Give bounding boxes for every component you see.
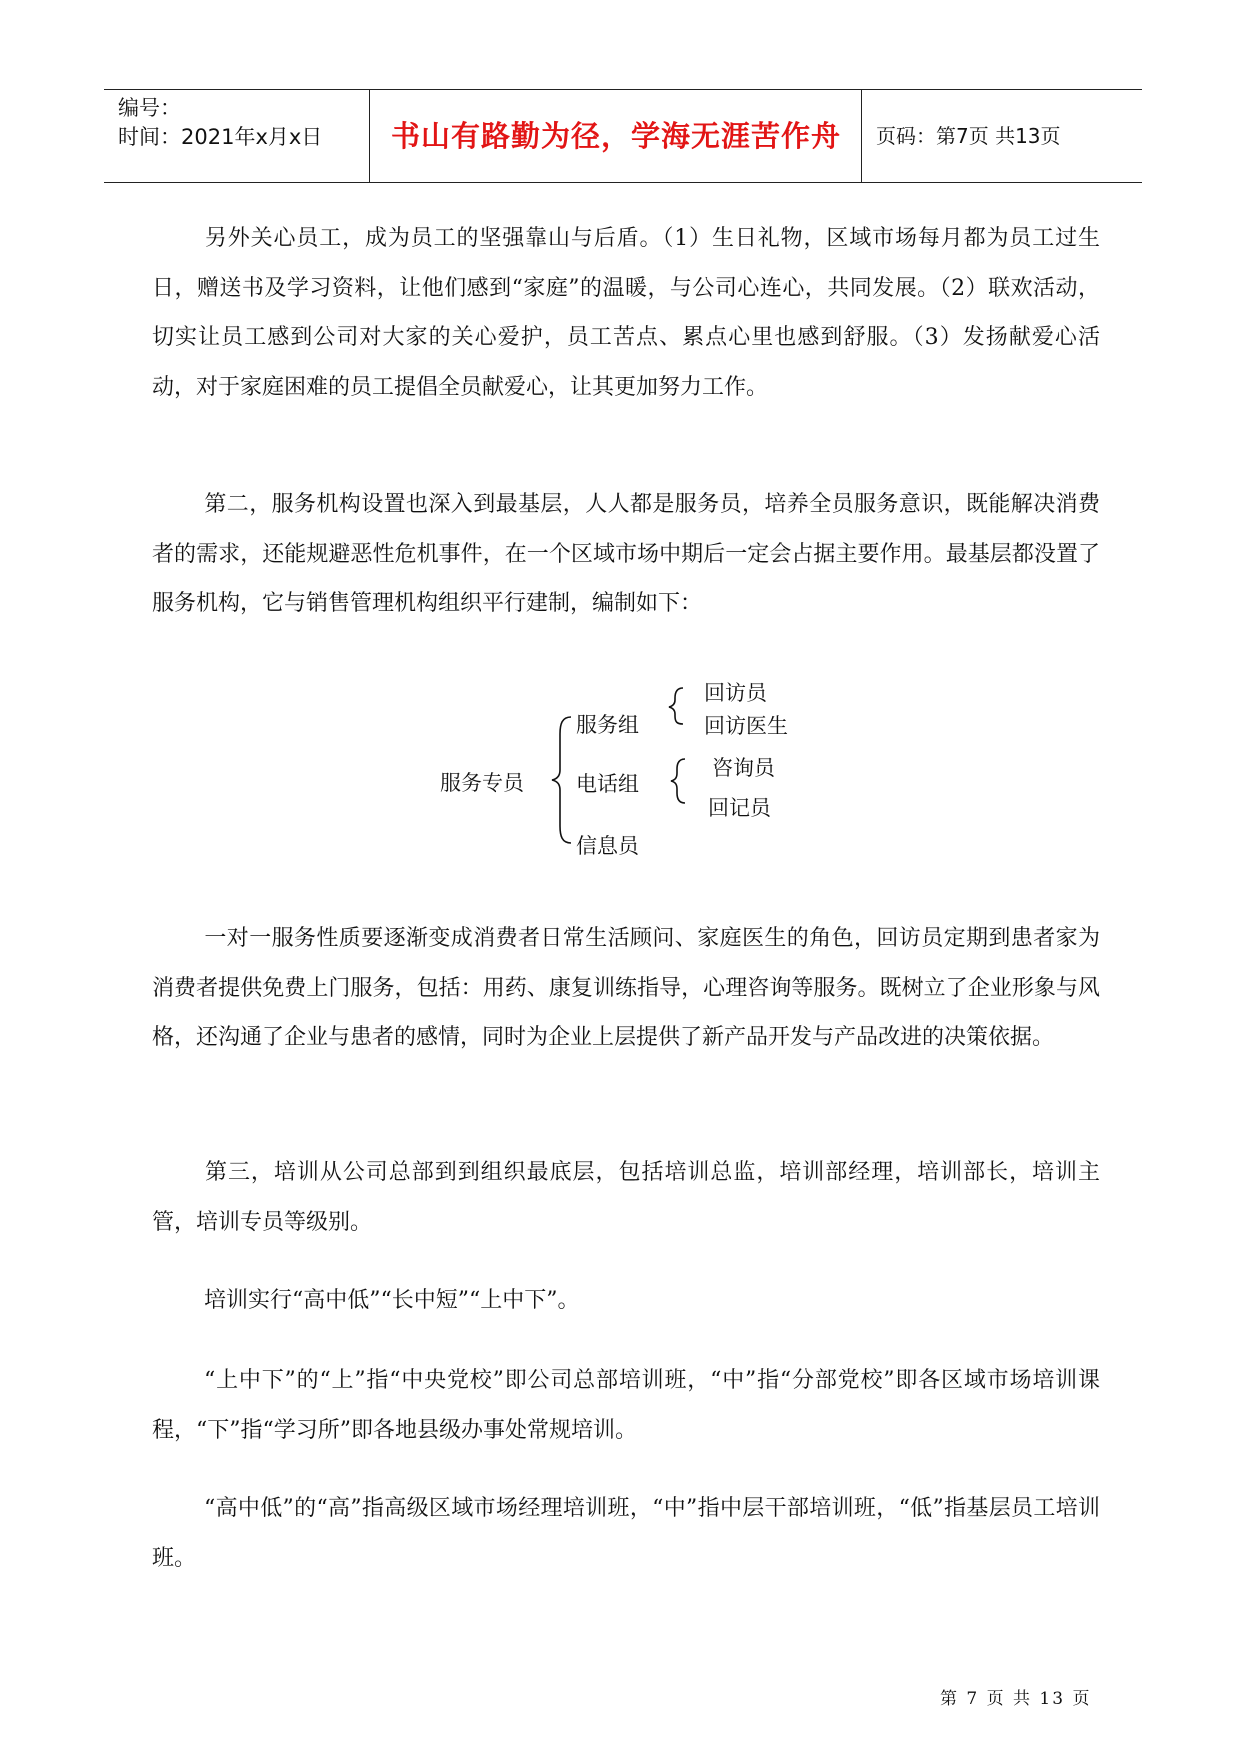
group2-brace (671, 759, 685, 803)
org-group-info: 信息员 (576, 834, 639, 858)
org-group-phone: 电话组 (576, 772, 639, 796)
header-divider (369, 90, 370, 182)
paragraph (152, 1484, 1100, 1583)
org-root: 服务专员 (440, 771, 524, 795)
paragraph (152, 1356, 1100, 1455)
header-time-label: 时间：2021年x月x日 (118, 125, 323, 149)
org-chart (440, 672, 840, 882)
header-divider (861, 90, 862, 182)
paragraph-text: 另外关心员工，成为员工的坚强靠山与后盾。（1）生日礼物，区域市场每月都为员工过生日，赠送书及学习资料，让他们感到“家庭”的温暖，与公司心连心，共同发展。（2）联欢活动，切实让员工感到公司对大家的关心爱护，员工苦点、累点心里也感到舒服。（3）发扬献爱心活动，对于家庭困难的员工提倡全员献爱心，让其更加努力工作。 (152, 226, 1100, 400)
header-meta (118, 94, 368, 152)
paragraph-text: 第二，服务机构设置也深入到最基层，人人都是服务员，培养全员服务意识，既能解决消费者的需求，还能规避恶性危机事件，在一个区域市场中期后一定会占据主要作用。最基层都没置了服务机构，它与销售管理机构组织平行建制，编制如下： (152, 492, 1100, 616)
paragraph-text: 第三，培训从公司总部到到组织最底层，包括培训总监，培训部经理，培训部长，培训主管，培训专员等级别。 (152, 1160, 1100, 1235)
paragraph (152, 914, 1100, 1063)
org-node-recorder: 回记员 (708, 796, 771, 820)
paragraph (152, 480, 1100, 629)
org-group-service: 服务组 (576, 713, 639, 737)
paragraph-text: “上中下”的“上”指“中央党校”即公司总部培训班，“中”指“分部党校”即各区域市场培训课程，“下”指“学习所”即各地县级办事处常规培训。 (152, 1368, 1100, 1443)
paragraph-text: “高中低”的“高”指高级区域市场经理培训班，“中”指中层干部培训班，“低”指基层员工培训班。 (152, 1496, 1100, 1571)
page-footer: 第 7 页 共 13 页 (940, 1689, 1092, 1709)
org-node-revisit-doctor: 回访医生 (704, 714, 788, 738)
paragraph-text: 培训实行“高中低”“长中短”“上中下”。 (204, 1288, 580, 1313)
page-header (104, 89, 1142, 183)
header-motto: 书山有路勤为径，学海无涯苦作舟 (390, 119, 841, 153)
paragraph (152, 1276, 1100, 1326)
org-node-revisit: 回访员 (704, 681, 767, 705)
paragraph (152, 214, 1100, 412)
root-brace (552, 717, 571, 843)
header-page-label: 页码：第7页 共13页 (876, 124, 1061, 148)
paragraph (152, 1148, 1100, 1247)
paragraph-text: 一对一服务性质要逐渐变成消费者日常生活顾问、家庭医生的角色，回访员定期到患者家为消费者提供免费上门服务，包括：用药、康复训练指导，心理咨询等服务。既树立了企业形象与风格，还沟通了企业与患者的感情，同时为企业上层提供了新产品开发与产品改进的决策依据。 (152, 926, 1100, 1050)
group1-brace (669, 688, 683, 724)
org-node-consultant: 咨询员 (712, 756, 775, 780)
header-number-label: 编号： (118, 96, 181, 120)
